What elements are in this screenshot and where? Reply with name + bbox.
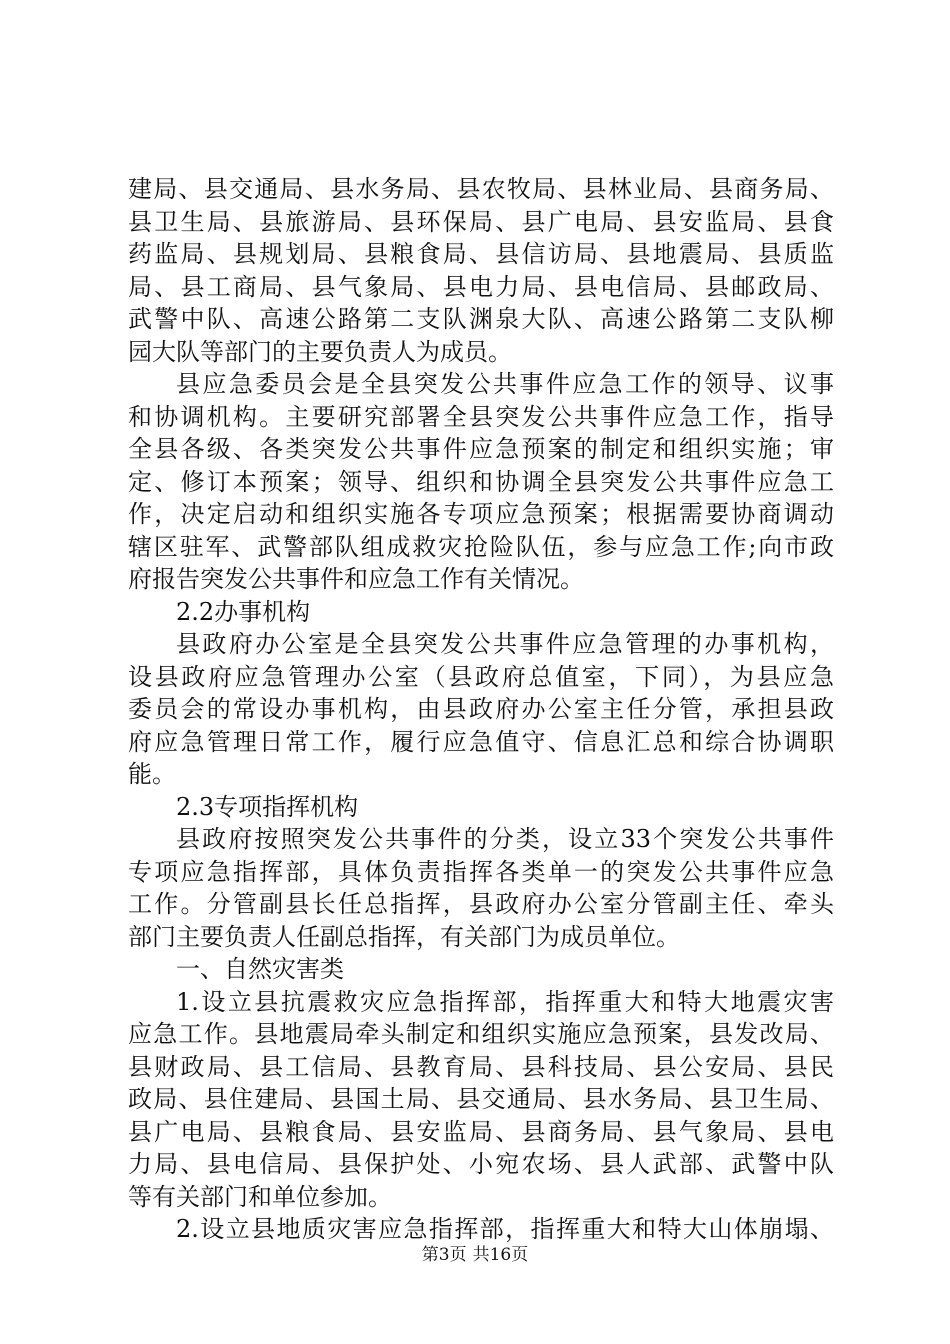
text-line: 专项应急指挥部，具体负责指挥各类单一的突发公共事件应急 xyxy=(128,857,834,886)
text-line: 2.3专项指挥机构 xyxy=(176,792,359,821)
page-total: 共16页 xyxy=(472,1245,529,1265)
text-line: 2.设立县地质灾害应急指挥部，指挥重大和特大山体崩塌、 xyxy=(176,1215,834,1243)
text-line: 和协调机构。主要研究部署全县突发公共事件应急工作，指导 xyxy=(128,402,834,431)
text-line: 全县各级、各类突发公共事件应急预案的制定和组织实施；审 xyxy=(128,435,834,463)
text-line: 药监局、县规划局、县粮食局、县信访局、县地震局、县质监 xyxy=(128,240,834,268)
text-line: 作，决定启动和组织实施各专项应急预案；根据需要协商调动 xyxy=(128,500,834,528)
text-line: 县广电局、县粮食局、县安监局、县商务局、县气象局、县电 xyxy=(128,1117,834,1146)
text-line: 建局、县交通局、县水务局、县农牧局、县林业局、县商务局、 xyxy=(128,175,834,203)
text-line: 局、县工商局、县气象局、县电力局、县电信局、县邮政局、 xyxy=(128,272,834,301)
text-line: 县应急委员会是全县突发公共事件应急工作的领导、议事 xyxy=(176,370,834,398)
text-line: 工作。分管副县长任总指挥，县政府办公室分管副主任、牵头 xyxy=(128,890,834,918)
page-number: 第3页 xyxy=(421,1245,467,1265)
document-body xyxy=(128,173,834,1246)
text-line: 等有关部门和单位参加。 xyxy=(128,1182,392,1211)
text-line: 县政府办公室是全县突发公共事件应急管理的办事机构， xyxy=(176,630,834,658)
text-line: 辖区驻军、武警部队组成救灾抢险队伍，参与应急工作;向市政 xyxy=(128,532,834,561)
text-line: 1.设立县抗震救灾应急指挥部，指挥重大和特大地震灾害 xyxy=(176,987,834,1016)
text-line: 应急工作。县地震局牵头制定和组织实施应急预案，县发改局、 xyxy=(128,1020,834,1048)
text-line: 委员会的常设办事机构，由县政府办公室主任分管，承担县政 xyxy=(128,695,834,723)
text-line: 定、修订本预案；领导、组织和协调全县突发公共事件应急工 xyxy=(128,467,834,496)
text-line: 力局、县电信局、县保护处、小宛农场、县人武部、武警中队 xyxy=(128,1150,834,1178)
text-line: 府应急管理日常工作，履行应急值守、信息汇总和综合协调职 xyxy=(128,727,834,756)
text-line: 县财政局、县工信局、县教育局、县科技局、县公安局、县民 xyxy=(128,1052,834,1081)
page-footer xyxy=(0,1244,950,1266)
text-line: 设县政府应急管理办公室（县政府总值室，下同），为县应急 xyxy=(128,662,834,691)
text-line: 能。 xyxy=(128,760,176,788)
text-line: 县卫生局、县旅游局、县环保局、县广电局、县安监局、县食 xyxy=(128,207,834,236)
text-line: 园大队等部门的主要负责人为成员。 xyxy=(128,337,512,366)
text-line: 武警中队、高速公路第二支队渊泉大队、高速公路第二支队柳 xyxy=(128,305,834,333)
text-line: 府报告突发公共事件和应急工作有关情况。 xyxy=(128,565,584,593)
text-line: 2.2办事机构 xyxy=(176,597,311,626)
text-line: 部门主要负责人任副总指挥，有关部门为成员单位。 xyxy=(128,922,680,951)
text-line: 县政府按照突发公共事件的分类，设立33个突发公共事件 xyxy=(176,825,834,853)
text-line: 政局、县住建局、县国土局、县交通局、县水务局、县卫生局、 xyxy=(128,1085,834,1113)
text-line: 一、自然灾害类 xyxy=(176,955,344,983)
